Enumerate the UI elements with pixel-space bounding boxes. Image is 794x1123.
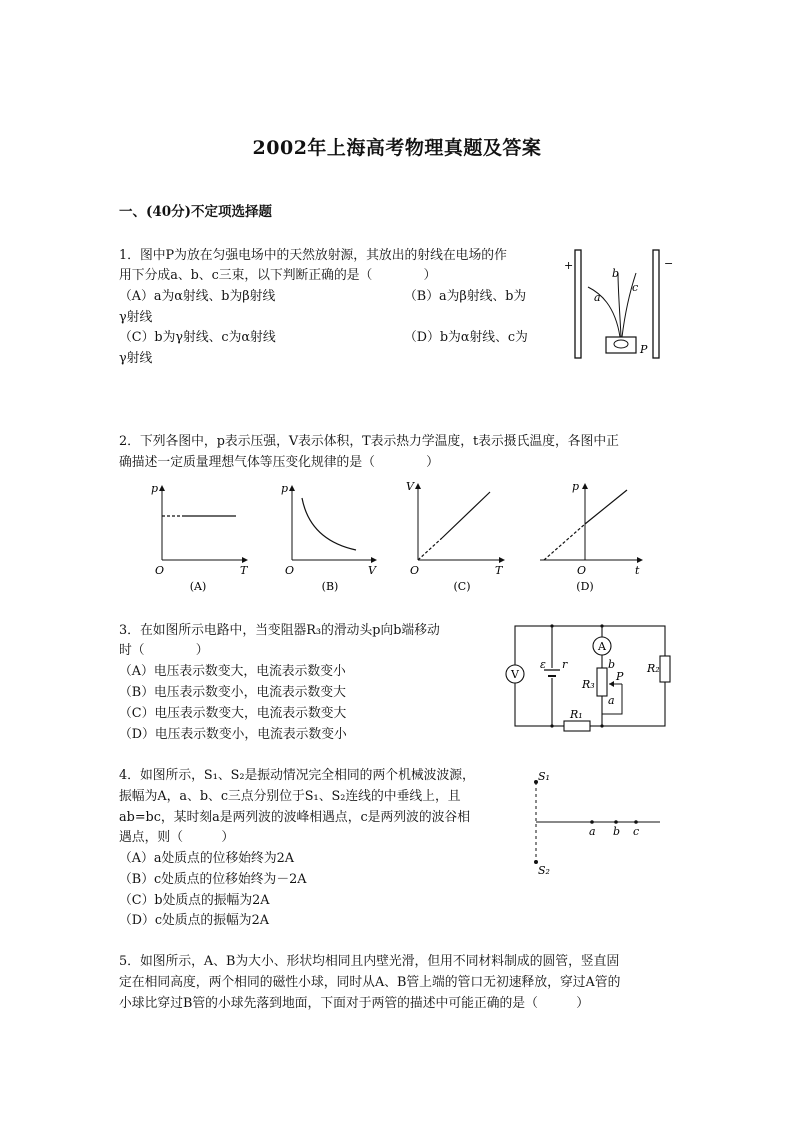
source-label: P	[640, 343, 648, 356]
graph-a-ylabel: p	[151, 482, 159, 495]
graph-d-origin: O	[577, 564, 587, 577]
q4-stem-line-2: 振幅为A，a、b、c三点分别位于S₁、S₂连线的中垂线上，且	[119, 789, 461, 804]
r3-a-label: a	[608, 694, 615, 707]
r3-resistor	[597, 668, 607, 696]
point-a-label: a	[589, 825, 596, 838]
q4-option-a: （A）a处质点的位移始终为2A	[119, 851, 295, 866]
graph-c	[406, 480, 504, 593]
q3-figure-circuit	[500, 622, 680, 734]
ray-a-label: a	[594, 291, 601, 304]
q1-option-cd-wrap: γ射线	[119, 351, 153, 366]
r3-label: R₃	[582, 678, 595, 691]
minus-label: −	[664, 257, 674, 270]
graph-c-ylabel: V	[406, 480, 414, 493]
r2-label: R₂	[647, 662, 660, 675]
page-title: 2002年上海高考物理真题及答案	[252, 137, 542, 159]
q4-stem-line-4: 遇点，则（ ）	[119, 830, 235, 845]
graph-c-caption: (C)	[453, 580, 471, 593]
graph-d-xlabel: t	[635, 564, 640, 577]
q4-option-d: （D）c处质点的振幅为2A	[119, 913, 269, 928]
r1-resistor	[564, 721, 590, 731]
graph-d-caption: (D)	[576, 580, 594, 593]
r3-b-label: b	[608, 658, 616, 671]
left-plate	[575, 250, 581, 358]
q1-option-ab-wrap: γ射线	[119, 310, 153, 325]
graph-b-ylabel: p	[281, 482, 289, 495]
q5-stem-line-3: 小球比穿过B管的小球先落到地面，下面对于两管的描述中可能正确的是（ ）	[119, 996, 590, 1011]
section-heading: 一、(40分)不定项选择题	[119, 204, 273, 220]
ray-c-label: c	[632, 281, 639, 294]
graph-b	[281, 482, 377, 593]
outer-wire	[515, 626, 665, 726]
internal-r-label: r	[562, 658, 568, 671]
q1-option-a: （A）a为α射线、b为β射线	[119, 289, 276, 304]
graph-a	[151, 482, 249, 593]
q1-stem-line-1: 1．图中P为放在匀强电场中的天然放射源，其放出的射线在电场的作	[119, 248, 507, 263]
q3-stem-line-1: 3．在如图所示电路中，当变阻器R₃的滑动头p向b端移动	[119, 623, 440, 638]
q4-option-b: （B）c处质点的位移始终为－2A	[119, 872, 307, 887]
q2-figure-graphs	[140, 478, 660, 593]
graph-a-caption: (A)	[189, 580, 207, 593]
source-dot	[614, 340, 628, 348]
graph-b-xlabel: V	[368, 564, 376, 577]
q4-stem-line-3: ab=bc，某时刻a是两列波的波峰相遇点，c是两列波的波谷相	[119, 810, 471, 825]
q3-option-c: （C）电压表示数变大，电流表示数变大	[119, 706, 347, 721]
q4-figure-waves	[528, 768, 668, 878]
graph-a-xlabel: T	[240, 564, 248, 577]
q1-option-d: （D）b为α射线、c为	[404, 330, 528, 345]
graph-c-origin: O	[410, 564, 420, 577]
q1-option-c: （C）b为γ射线、c为α射线	[119, 330, 276, 345]
q1-stem-line-2: 用下分成a、b、c三束，以下判断正确的是（ ）	[119, 268, 437, 283]
q2-stem-line-1: 2．下列各图中，p表示压强，V表示体积，T表示热力学温度，t表示摄氏温度，各图中正	[119, 434, 619, 449]
r2-resistor	[660, 656, 670, 682]
point-b-label: b	[613, 825, 621, 838]
q5-stem-line-1: 5．如图所示，A、B为大小、形状均相同且内壁光滑，但用不同材料制成的圆管，竖直固	[119, 954, 620, 969]
s1-label: S₁	[538, 770, 550, 783]
q3-option-a: （A）电压表示数变大，电流表示数变小	[119, 664, 346, 679]
q3-option-b: （B）电压表示数变小，电流表示数变大	[119, 685, 346, 700]
graph-b-caption: (B)	[321, 580, 339, 593]
slider-label: P	[616, 670, 624, 683]
q2-stem-line-2: 确描述一定质量理想气体等压变化规律的是（ ）	[119, 455, 439, 470]
graph-c-xlabel: T	[495, 564, 503, 577]
plus-label: +	[564, 259, 574, 272]
q4-option-c: （C）b处质点的振幅为2A	[119, 893, 270, 908]
q3-option-d: （D）电压表示数变小，电流表示数变小	[119, 727, 347, 742]
source-box	[606, 337, 636, 353]
q5-stem-line-2: 定在相同高度，两个相同的磁性小球，同时从A、B管上端的管口无初速释放，穿过A管的	[119, 975, 621, 990]
voltmeter-label: V	[511, 668, 519, 681]
ammeter-label: A	[598, 640, 606, 653]
r1-label: R₁	[570, 708, 583, 721]
graph-a-origin: O	[155, 564, 165, 577]
q4-stem-line-1: 4．如图所示，S₁、S₂是振动情况完全相同的两个机械波波源，	[119, 768, 475, 783]
point-c-label: c	[633, 825, 640, 838]
s2-label: S₂	[538, 864, 550, 877]
q1-figure-radiation	[560, 245, 675, 365]
graph-b-origin: O	[285, 564, 295, 577]
graph-d	[540, 480, 640, 593]
q1-option-b: （B）a为β射线、b为	[404, 289, 527, 304]
q3-stem-line-2: 时（ ）	[119, 643, 209, 658]
ray-a	[588, 287, 620, 337]
emf-label: ε	[540, 658, 546, 671]
graph-d-ylabel: p	[572, 480, 580, 493]
ray-b-label: b	[612, 267, 620, 280]
right-plate	[653, 250, 659, 358]
